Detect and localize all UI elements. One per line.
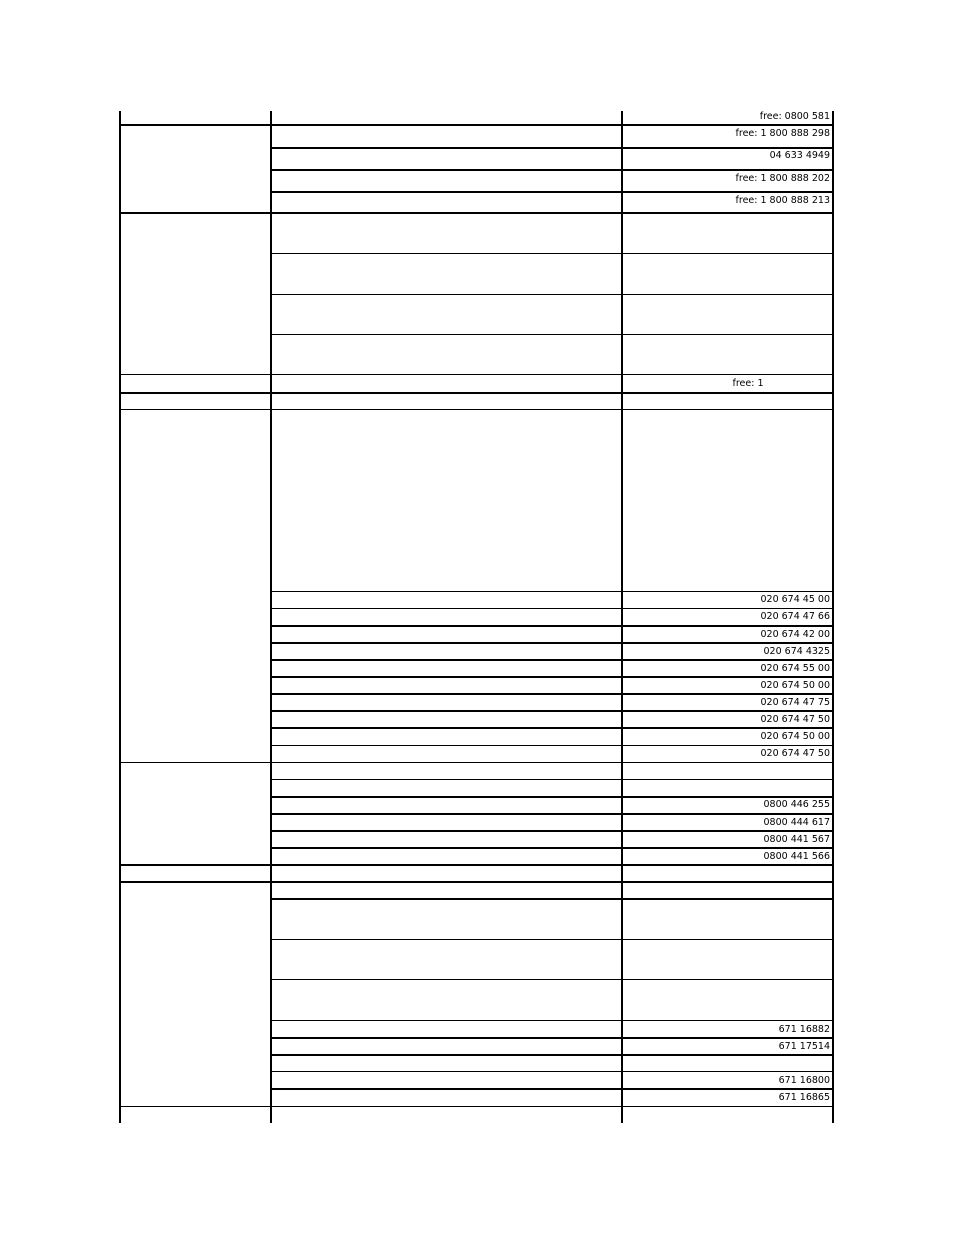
subrow-border bbox=[271, 1054, 834, 1056]
subrow-border bbox=[271, 796, 834, 798]
phone-number: 020 674 50 00 bbox=[760, 680, 830, 691]
subrow-border bbox=[271, 608, 834, 609]
row-border bbox=[120, 124, 834, 126]
subrow-border bbox=[271, 659, 834, 661]
subrow-border bbox=[271, 693, 834, 695]
phone-number: 020 674 47 50 bbox=[760, 748, 830, 759]
subrow-border bbox=[271, 253, 834, 254]
row-border bbox=[120, 212, 834, 214]
row-border bbox=[120, 881, 834, 883]
column-border bbox=[119, 111, 121, 1123]
phone-number: 04 633 4949 bbox=[769, 150, 830, 161]
subrow-border bbox=[271, 710, 834, 712]
column-border bbox=[621, 111, 623, 1123]
row-border bbox=[120, 1106, 834, 1107]
subrow-border bbox=[271, 1088, 834, 1090]
subrow-border bbox=[271, 745, 834, 746]
phone-number: 671 16800 bbox=[778, 1075, 830, 1086]
phone-number: free: 1 800 888 298 bbox=[735, 128, 830, 139]
subrow-border bbox=[271, 830, 834, 832]
subrow-border bbox=[271, 898, 834, 900]
phone-number: 020 674 42 00 bbox=[760, 629, 830, 640]
subrow-border bbox=[271, 727, 834, 729]
phone-number: 020 674 55 00 bbox=[760, 663, 830, 674]
subrow-border bbox=[271, 642, 834, 644]
row-border bbox=[120, 392, 834, 394]
row-border bbox=[120, 374, 834, 375]
subrow-border bbox=[271, 294, 834, 295]
subrow-border bbox=[271, 847, 834, 849]
phone-number: 671 16865 bbox=[778, 1092, 830, 1103]
phone-number: 0800 441 567 bbox=[763, 834, 830, 845]
subrow-border bbox=[271, 979, 834, 980]
subrow-border bbox=[271, 169, 834, 171]
subrow-border bbox=[271, 779, 834, 780]
phone-number: 020 674 47 50 bbox=[760, 714, 830, 725]
subrow-border bbox=[271, 939, 834, 940]
column-border bbox=[270, 111, 272, 1123]
subrow-border bbox=[271, 1071, 834, 1072]
subrow-border bbox=[271, 334, 834, 335]
phone-number: 020 674 47 66 bbox=[760, 611, 830, 622]
phone-number: 020 674 45 00 bbox=[760, 594, 830, 605]
subrow-border bbox=[271, 591, 834, 592]
phone-number: free: 0800 581 bbox=[759, 111, 830, 122]
row-border bbox=[120, 864, 834, 866]
row-border bbox=[120, 762, 834, 763]
phone-number: free: 1 800 888 202 bbox=[735, 173, 830, 184]
subrow-border bbox=[271, 1037, 834, 1039]
phone-number: free: 1 bbox=[732, 378, 764, 389]
row-border bbox=[120, 409, 834, 410]
phone-number: 020 674 47 75 bbox=[760, 697, 830, 708]
subrow-border bbox=[271, 813, 834, 815]
subrow-border bbox=[271, 191, 834, 193]
subrow-border bbox=[271, 1020, 834, 1021]
phone-number: free: 1 800 888 213 bbox=[735, 195, 830, 206]
subrow-border bbox=[271, 147, 834, 149]
phone-number: 671 16882 bbox=[778, 1024, 830, 1035]
column-border bbox=[832, 111, 834, 1123]
subrow-border bbox=[271, 676, 834, 678]
phone-number: 0800 441 566 bbox=[763, 851, 830, 862]
phone-number: 671 17514 bbox=[778, 1041, 830, 1052]
phone-number: 020 674 4325 bbox=[763, 646, 830, 657]
phone-number: 0800 444 617 bbox=[763, 817, 830, 828]
subrow-border bbox=[271, 625, 834, 627]
phone-number: 020 674 50 00 bbox=[760, 731, 830, 742]
phone-number: 0800 446 255 bbox=[763, 799, 830, 810]
